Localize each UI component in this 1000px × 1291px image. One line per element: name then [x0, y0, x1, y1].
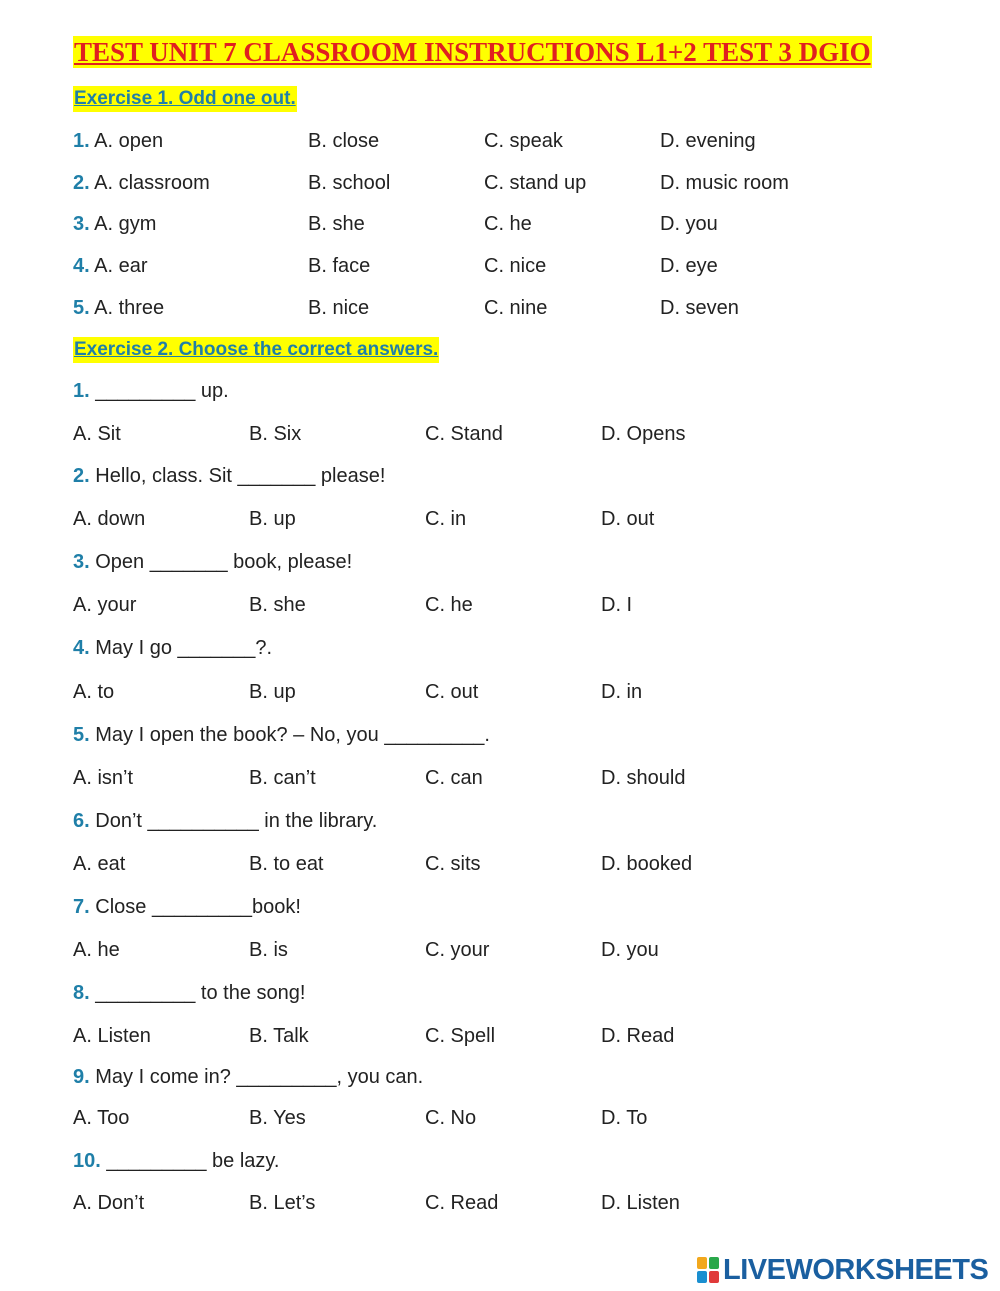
ex2-question-6 [73, 807, 377, 835]
ex1-item-5 [73, 294, 933, 322]
ex2-question-10 [73, 1147, 279, 1175]
ex2-question-1 [73, 377, 229, 405]
ex2-options-4 [73, 678, 933, 706]
option-b[interactable]: B. is [249, 939, 288, 961]
item-number: 3. [73, 213, 90, 235]
ex2-question-8 [73, 979, 305, 1007]
option-a[interactable]: A. eat [73, 853, 126, 875]
question-number: 2. [73, 465, 90, 487]
option-b[interactable]: B. to eat [249, 853, 324, 875]
liveworksheets-logo-text: LIVEWORKSHEETS [723, 1254, 989, 1286]
option-a[interactable]: A. your [73, 594, 137, 616]
item-number: 1. [73, 130, 90, 152]
ex2-question-4 [73, 634, 272, 662]
option-b[interactable]: B. Talk [249, 1025, 309, 1047]
worksheet-title: TEST UNIT 7 CLASSROOM INSTRUCTIONS L1+2 TEST 3 DGIO [74, 37, 871, 67]
option-c[interactable]: C. can [425, 767, 483, 789]
option-c[interactable]: C. stand up [484, 172, 587, 194]
option-b[interactable]: B. Yes [249, 1107, 306, 1129]
ex2-options-9 [73, 1104, 933, 1132]
ex2-options-2 [73, 505, 933, 533]
option-b[interactable]: B. she [308, 213, 365, 235]
option-d[interactable]: D. eye [660, 255, 718, 277]
option-a[interactable]: A. to [73, 681, 115, 703]
option-a[interactable]: A. three [94, 297, 165, 319]
option-a[interactable]: A. isn’t [73, 767, 134, 789]
ex2-options-10 [73, 1189, 933, 1217]
question-number: 3. [73, 551, 90, 573]
option-d[interactable]: D. you [660, 213, 718, 235]
liveworksheets-logo-icon [697, 1257, 719, 1283]
option-d[interactable]: D. you [601, 939, 659, 961]
ex2-question-5 [73, 721, 490, 749]
question-text: Don’t __________ in the library. [95, 810, 378, 832]
question-number: 8. [73, 982, 90, 1004]
item-number: 4. [73, 255, 90, 277]
option-d[interactable]: D. Opens [601, 423, 686, 445]
option-d[interactable]: D. Listen [601, 1192, 680, 1214]
option-b[interactable]: B. up [249, 681, 296, 703]
ex2-options-5 [73, 764, 933, 792]
question-number: 4. [73, 637, 90, 659]
option-b[interactable]: B. face [308, 255, 371, 277]
ex2-options-1 [73, 420, 933, 448]
ex1-item-4 [73, 252, 933, 280]
option-b[interactable]: B. up [249, 508, 296, 530]
option-b[interactable]: B. she [249, 594, 306, 616]
option-c[interactable]: C. your [425, 939, 490, 961]
ex2-question-3 [73, 548, 352, 576]
ex2-options-8 [73, 1022, 933, 1050]
ex2-options-7 [73, 936, 933, 964]
ex2-options-6 [73, 850, 933, 878]
option-c[interactable]: C. he [425, 594, 473, 616]
question-text: Hello, class. Sit _______ please! [95, 465, 386, 487]
question-text: Close _________book! [95, 896, 301, 918]
option-c[interactable]: C. nice [484, 255, 547, 277]
option-b[interactable]: B. school [308, 172, 391, 194]
question-number: 9. [73, 1066, 90, 1088]
question-text: _________ be lazy. [106, 1150, 280, 1172]
question-text: _________ up. [95, 380, 229, 402]
ex2-question-7 [73, 893, 301, 921]
item-number: 5. [73, 297, 90, 319]
question-number: 7. [73, 896, 90, 918]
option-a[interactable]: A. he [73, 939, 120, 961]
option-c[interactable]: C. nine [484, 297, 548, 319]
ex2-options-3 [73, 591, 933, 619]
option-a[interactable]: A. Don’t [73, 1192, 145, 1214]
option-d[interactable]: D. seven [660, 297, 739, 319]
ex1-item-3 [73, 210, 933, 238]
ex1-item-1 [73, 127, 933, 155]
option-a[interactable]: A. Listen [73, 1025, 151, 1047]
question-number: 6. [73, 810, 90, 832]
option-c[interactable]: C. Spell [425, 1025, 496, 1047]
ex2-question-2 [73, 462, 385, 490]
option-b[interactable]: B. nice [308, 297, 370, 319]
question-text: May I open the book? – No, you _________. [95, 724, 490, 746]
question-text: _________ to the song! [95, 982, 306, 1004]
question-number: 1. [73, 380, 90, 402]
question-text: Open _______ book, please! [95, 551, 353, 573]
question-number: 10. [73, 1150, 101, 1172]
option-b[interactable]: B. Six [249, 423, 302, 445]
item-number: 2. [73, 172, 90, 194]
option-c[interactable]: C. No [425, 1107, 477, 1129]
option-a[interactable]: A. down [73, 508, 146, 530]
option-a[interactable]: A. open [94, 130, 164, 152]
option-a[interactable]: A. Sit [73, 423, 121, 445]
option-c[interactable]: C. in [425, 508, 467, 530]
option-d[interactable]: D. Read [601, 1025, 675, 1047]
question-text: May I come in? _________, you can. [95, 1066, 424, 1088]
option-c[interactable]: C. Stand [425, 423, 503, 445]
option-c[interactable]: C. speak [484, 130, 563, 152]
ex2-question-9 [73, 1063, 423, 1091]
option-a[interactable]: A. Too [73, 1107, 130, 1129]
option-c[interactable]: C. he [484, 213, 532, 235]
option-d[interactable]: D. evening [660, 130, 756, 152]
liveworksheets-logo [697, 1253, 997, 1287]
option-d[interactable]: D. booked [601, 853, 693, 875]
option-b[interactable]: B. close [308, 130, 380, 152]
option-c[interactable]: C. sits [425, 853, 481, 875]
exercise-1-heading: Exercise 1. Odd one out. [73, 86, 297, 112]
option-b[interactable]: B. Let’s [249, 1192, 316, 1214]
question-text: May I go _______?. [95, 637, 273, 659]
ex1-item-2 [73, 169, 933, 197]
option-d[interactable]: D. To [601, 1107, 648, 1129]
option-d[interactable]: D. I [601, 594, 633, 616]
option-d[interactable]: D. out [601, 508, 655, 530]
exercise-2-heading: Exercise 2. Choose the correct answers. [73, 337, 439, 363]
option-d[interactable]: D. should [601, 767, 686, 789]
option-b[interactable]: B. can’t [249, 767, 316, 789]
option-a[interactable]: A. ear [94, 255, 148, 277]
question-number: 5. [73, 724, 90, 746]
option-d[interactable]: D. music room [660, 172, 789, 194]
option-a[interactable]: A. classroom [94, 172, 210, 194]
option-a[interactable]: A. gym [94, 213, 157, 235]
option-d[interactable]: D. in [601, 681, 643, 703]
option-c[interactable]: C. out [425, 681, 479, 703]
option-c[interactable]: C. Read [425, 1192, 499, 1214]
